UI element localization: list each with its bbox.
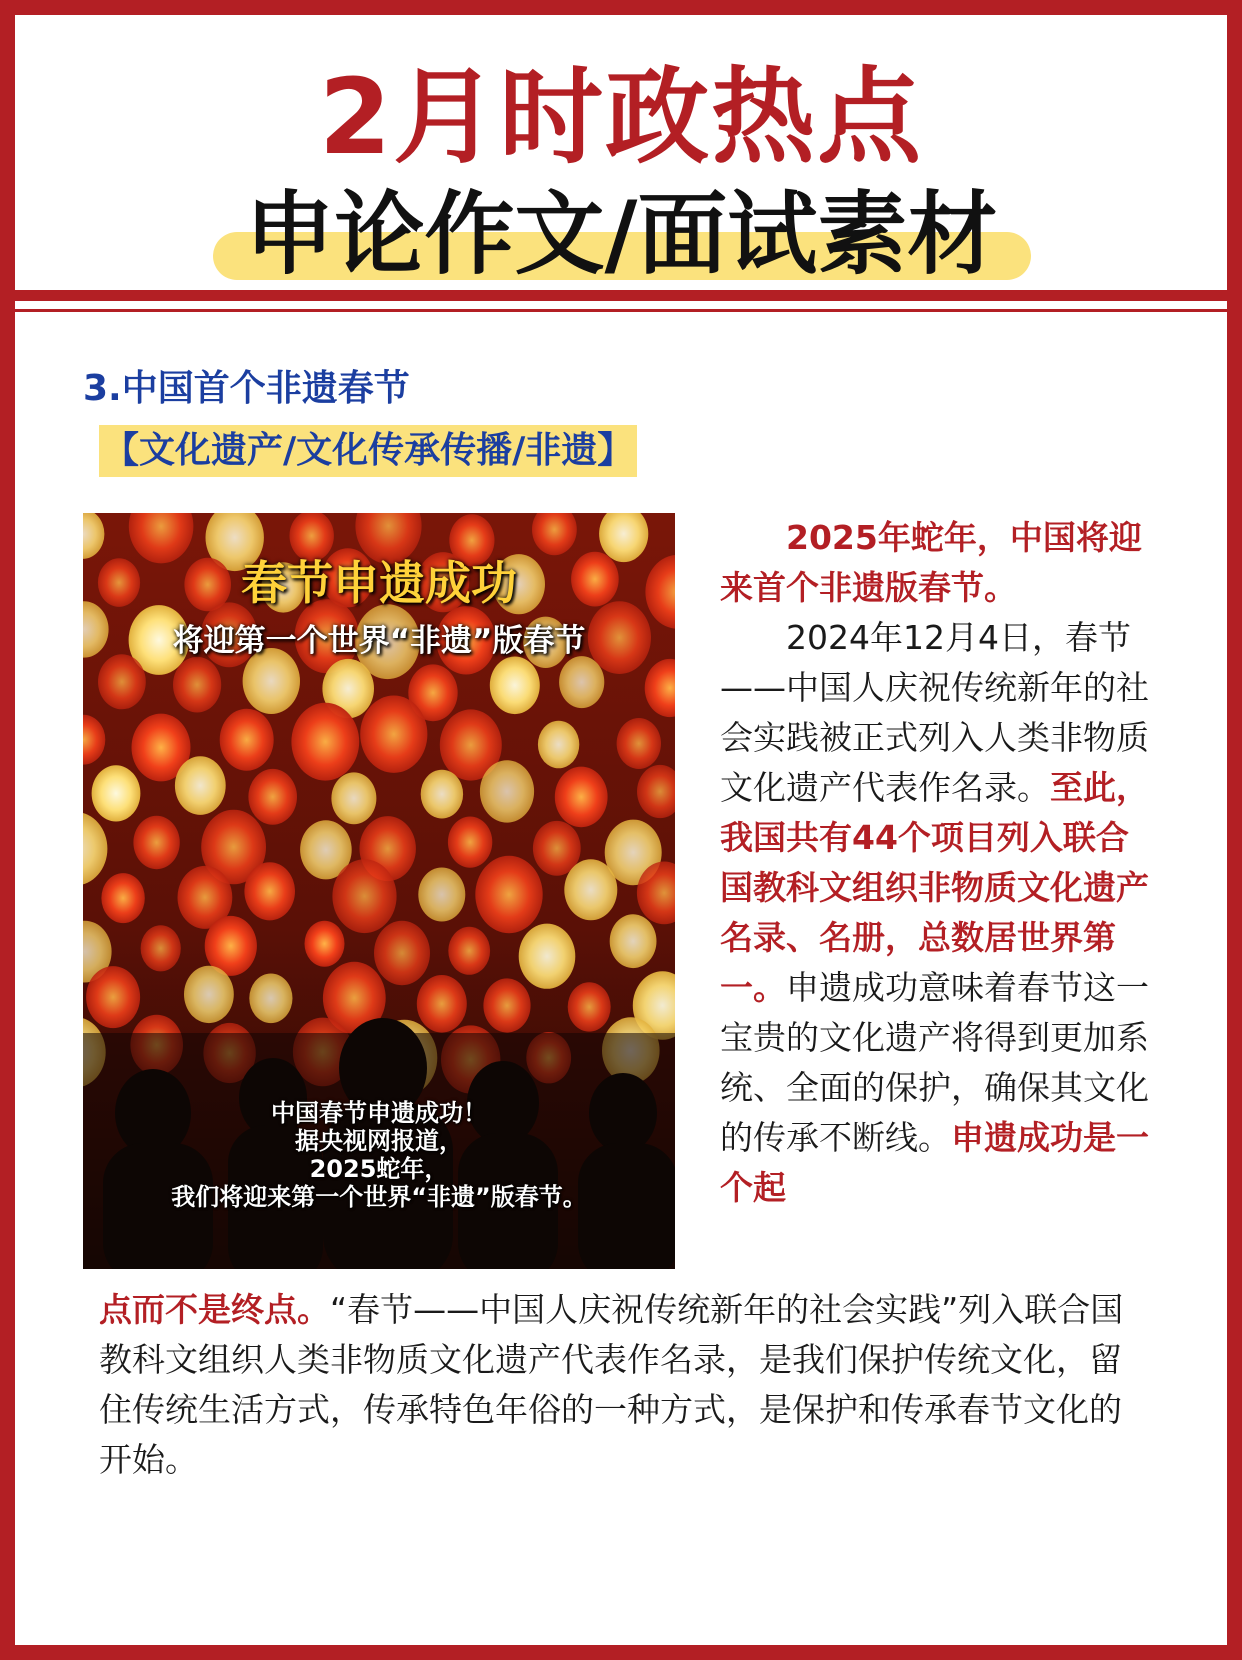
lantern bbox=[244, 862, 295, 920]
lantern bbox=[483, 978, 530, 1032]
lantern bbox=[559, 656, 604, 708]
image-subtitle-line: 2025蛇年， bbox=[309, 1155, 449, 1183]
main-paragraph bbox=[720, 613, 1152, 1213]
lantern bbox=[360, 696, 427, 773]
lantern bbox=[538, 721, 579, 769]
body-text: 2024年12月4日，春节——中国人庆祝传统新年的社会实践被正式列入人类非物质文化遗产代表作名录。 bbox=[720, 618, 1149, 807]
body-emphasis: 申遗成功是一个起 bbox=[720, 1118, 1149, 1207]
body-text-side bbox=[720, 513, 1152, 1213]
lantern bbox=[421, 770, 463, 819]
image-subtitle-line: 中国春节申遗成功！ bbox=[271, 1099, 487, 1127]
lantern bbox=[331, 772, 376, 824]
image-caption-main: 春节申遗成功 bbox=[241, 556, 517, 610]
lantern bbox=[555, 767, 608, 828]
continued-paragraph bbox=[99, 1285, 1152, 1485]
lantern bbox=[173, 657, 221, 713]
lantern bbox=[291, 703, 359, 781]
page-frame bbox=[15, 15, 1227, 1645]
lantern bbox=[417, 975, 467, 1033]
lantern bbox=[98, 654, 146, 709]
lantern bbox=[448, 817, 492, 868]
image-subtitle-line: 我们将迎来第一个世界“非遗”版春节。 bbox=[171, 1183, 587, 1211]
lantern bbox=[418, 868, 465, 922]
subtitle-block bbox=[15, 180, 1227, 290]
body-text: 申遗成功意味着春节这一宝贵的文化遗产将得到更加系统、全面的保护，确保其文化的传承不断线。 bbox=[720, 968, 1149, 1157]
page-title: 2月时政热点 bbox=[318, 56, 924, 178]
lantern bbox=[519, 924, 576, 989]
lantern bbox=[332, 859, 396, 933]
section-tags: 【文化遗产/文化传承传播/非遗】 bbox=[99, 425, 637, 477]
lead-text: 2025年蛇年，中国将迎来首个非遗版春节。 bbox=[720, 518, 1142, 607]
lantern bbox=[564, 859, 617, 920]
lantern bbox=[448, 927, 490, 975]
lantern bbox=[475, 856, 542, 933]
lantern bbox=[617, 718, 661, 769]
lantern bbox=[86, 966, 140, 1028]
body-text-full bbox=[99, 1285, 1152, 1485]
image-caption-sub: 将迎第一个世界“非遗”版春节 bbox=[172, 623, 586, 659]
lantern bbox=[374, 921, 430, 985]
body-text: “春节——中国人庆祝传统新年的社会实践”列入联合国教科文组织人类非物质文化遗产代表作名录，是我们保护传统文化，留住传统生活方式，传承特色年俗的一种方式，是保护和传承春节文化的开始。 bbox=[99, 1290, 1124, 1479]
lantern bbox=[175, 756, 226, 815]
lantern bbox=[220, 709, 274, 771]
body-emphasis: 至此，我国共有44个项目列入联合国教科文组织非物质文化遗产名录、名册，总数居世界第一。 bbox=[720, 768, 1149, 1007]
section-title: 3.中国首个非遗春节 bbox=[83, 368, 410, 409]
lantern bbox=[568, 982, 611, 1031]
divider-thick bbox=[15, 290, 1227, 301]
lantern bbox=[141, 925, 181, 971]
divider-thin bbox=[15, 309, 1227, 312]
lantern bbox=[101, 873, 144, 923]
lantern-photo bbox=[83, 513, 675, 1269]
lantern bbox=[249, 974, 292, 1024]
lead-paragraph bbox=[720, 513, 1152, 613]
lantern bbox=[305, 921, 345, 967]
lantern bbox=[92, 765, 141, 821]
lantern bbox=[610, 914, 657, 968]
lantern bbox=[490, 657, 540, 715]
image-subtitle-line: 据央视网报道， bbox=[295, 1127, 463, 1155]
page-subtitle: 申论作文/面试素材 bbox=[244, 182, 998, 287]
lantern bbox=[248, 769, 297, 825]
lantern bbox=[480, 760, 534, 822]
lantern bbox=[184, 966, 234, 1023]
body-emphasis: 点而不是终点。 bbox=[99, 1290, 330, 1329]
lantern bbox=[133, 816, 179, 869]
